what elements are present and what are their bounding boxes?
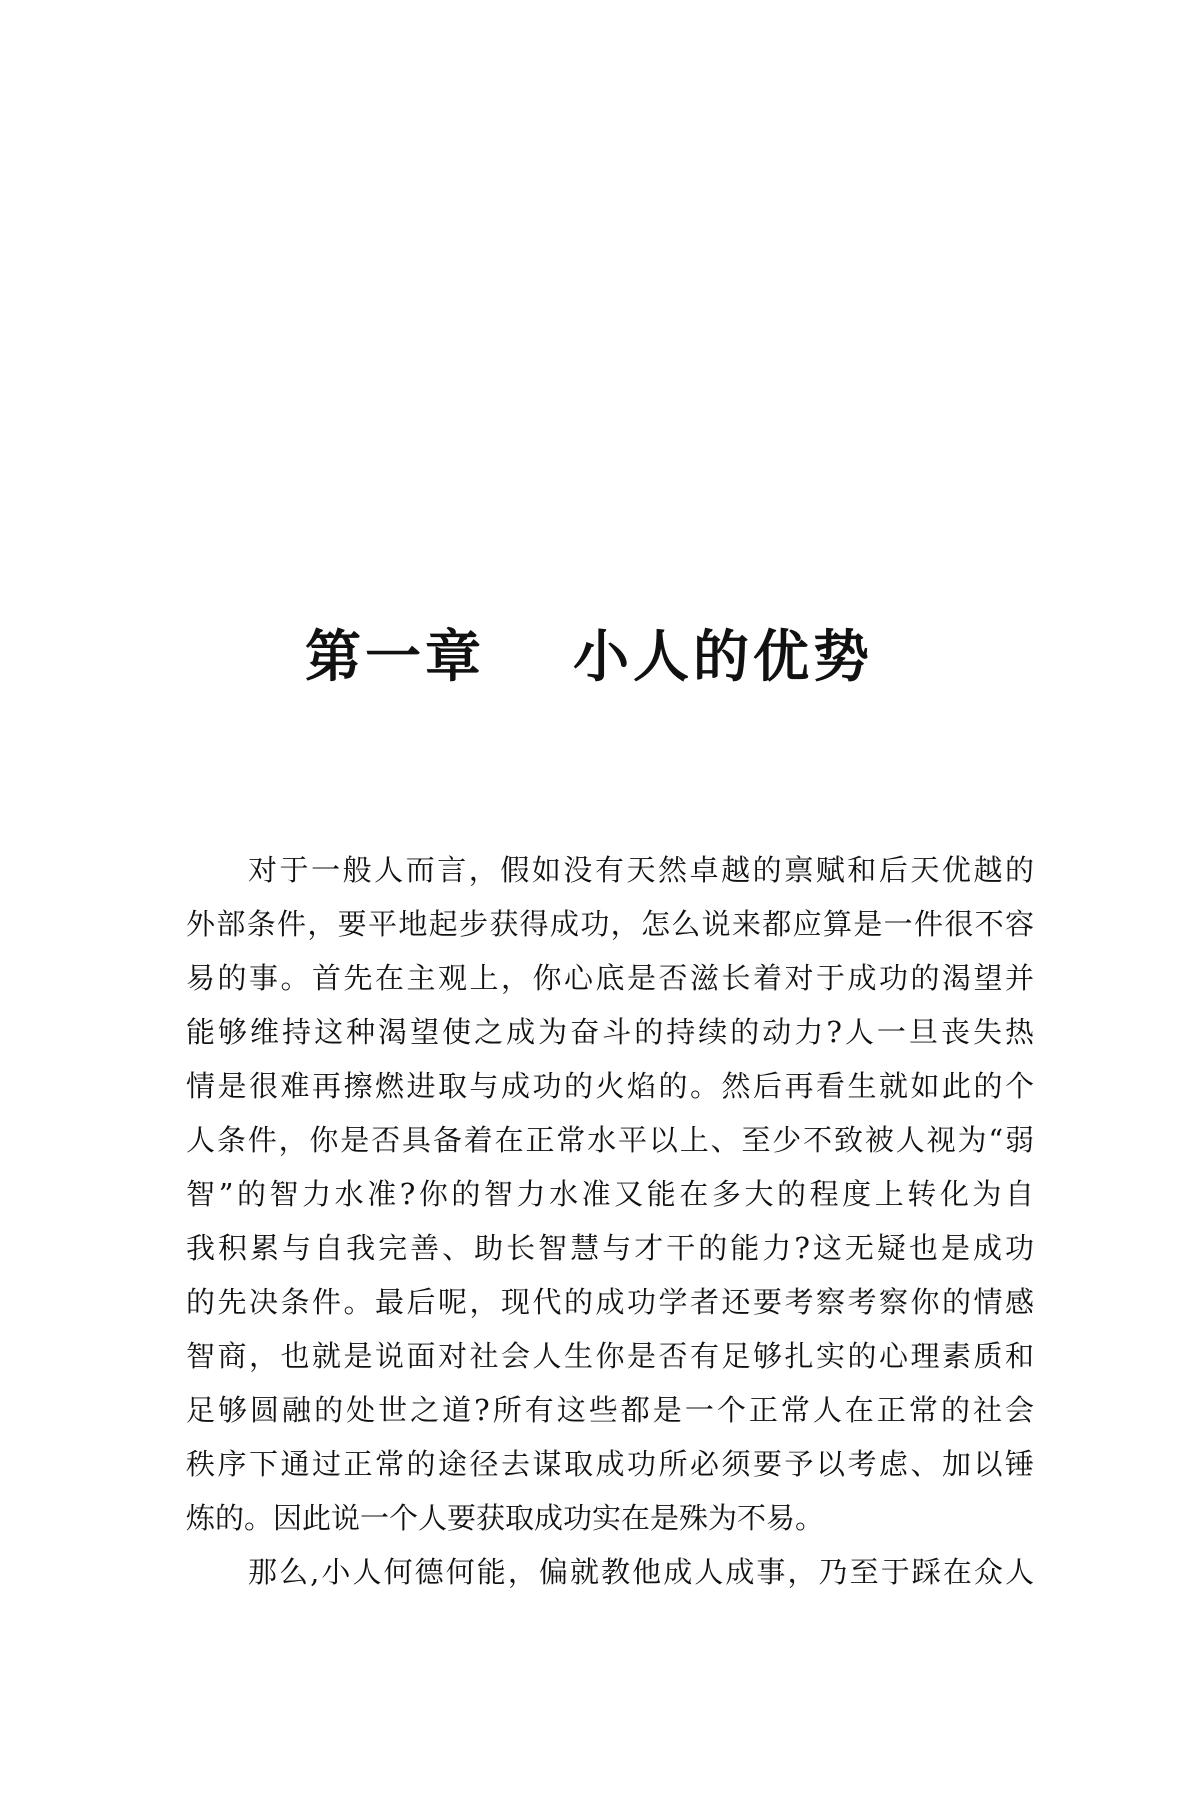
chapter-number: 第一章 (305, 625, 485, 690)
chapter-heading (0, 618, 1178, 698)
text-line: 炼的。因此说一个人要获取成功实在是殊为不易。 (186, 1501, 825, 1535)
text-line: 外部条件，要平地起步获得成功，怎么说来都应算是一件很不容 (186, 907, 1034, 941)
text-line: 易的事。首先在主观上，你心底是否滋长着对于成功的渴望并 (186, 961, 1034, 995)
text-line: 情是很难再擦燃进取与成功的火焰的。然后再看生就如此的个 (186, 1069, 1034, 1103)
text-line: 智”的智力水准?你的智力水准又能在多大的程度上转化为自 (186, 1177, 1034, 1211)
text-line: 智商，也就是说面对社会人生你是否有足够扎实的心理素质和 (186, 1339, 1034, 1373)
text-line: 的先决条件。最后呢，现代的成功学者还要考察考察你的情感 (186, 1285, 1034, 1319)
text-line: 人条件，你是否具备着在正常水平以上、至少不致被人视为“弱 (186, 1123, 1034, 1157)
text-line: 足够圆融的处世之道?所有这些都是一个正常人在正常的社会 (186, 1393, 1034, 1427)
text-line: 我积累与自我完善、助长智慧与才干的能力?这无疑也是成功 (186, 1231, 1034, 1265)
text-line: 那么,小人何德何能，偏就教他成人成事，乃至于踩在众人 (248, 1555, 1034, 1589)
chapter-title: 小人的优势 (573, 625, 873, 690)
text-line: 对于一般人而言，假如没有天然卓越的禀赋和后天优越的 (248, 853, 1034, 887)
paragraph-2 (186, 1545, 1034, 1599)
body-text (186, 843, 1034, 1599)
text-line: 能够维持这种渴望使之成为奋斗的持续的动力?人一旦丧失热 (186, 1015, 1034, 1049)
paragraph-1 (186, 843, 1034, 1545)
text-line: 秩序下通过正常的途径去谋取成功所必须要予以考虑、加以锤 (186, 1447, 1034, 1481)
